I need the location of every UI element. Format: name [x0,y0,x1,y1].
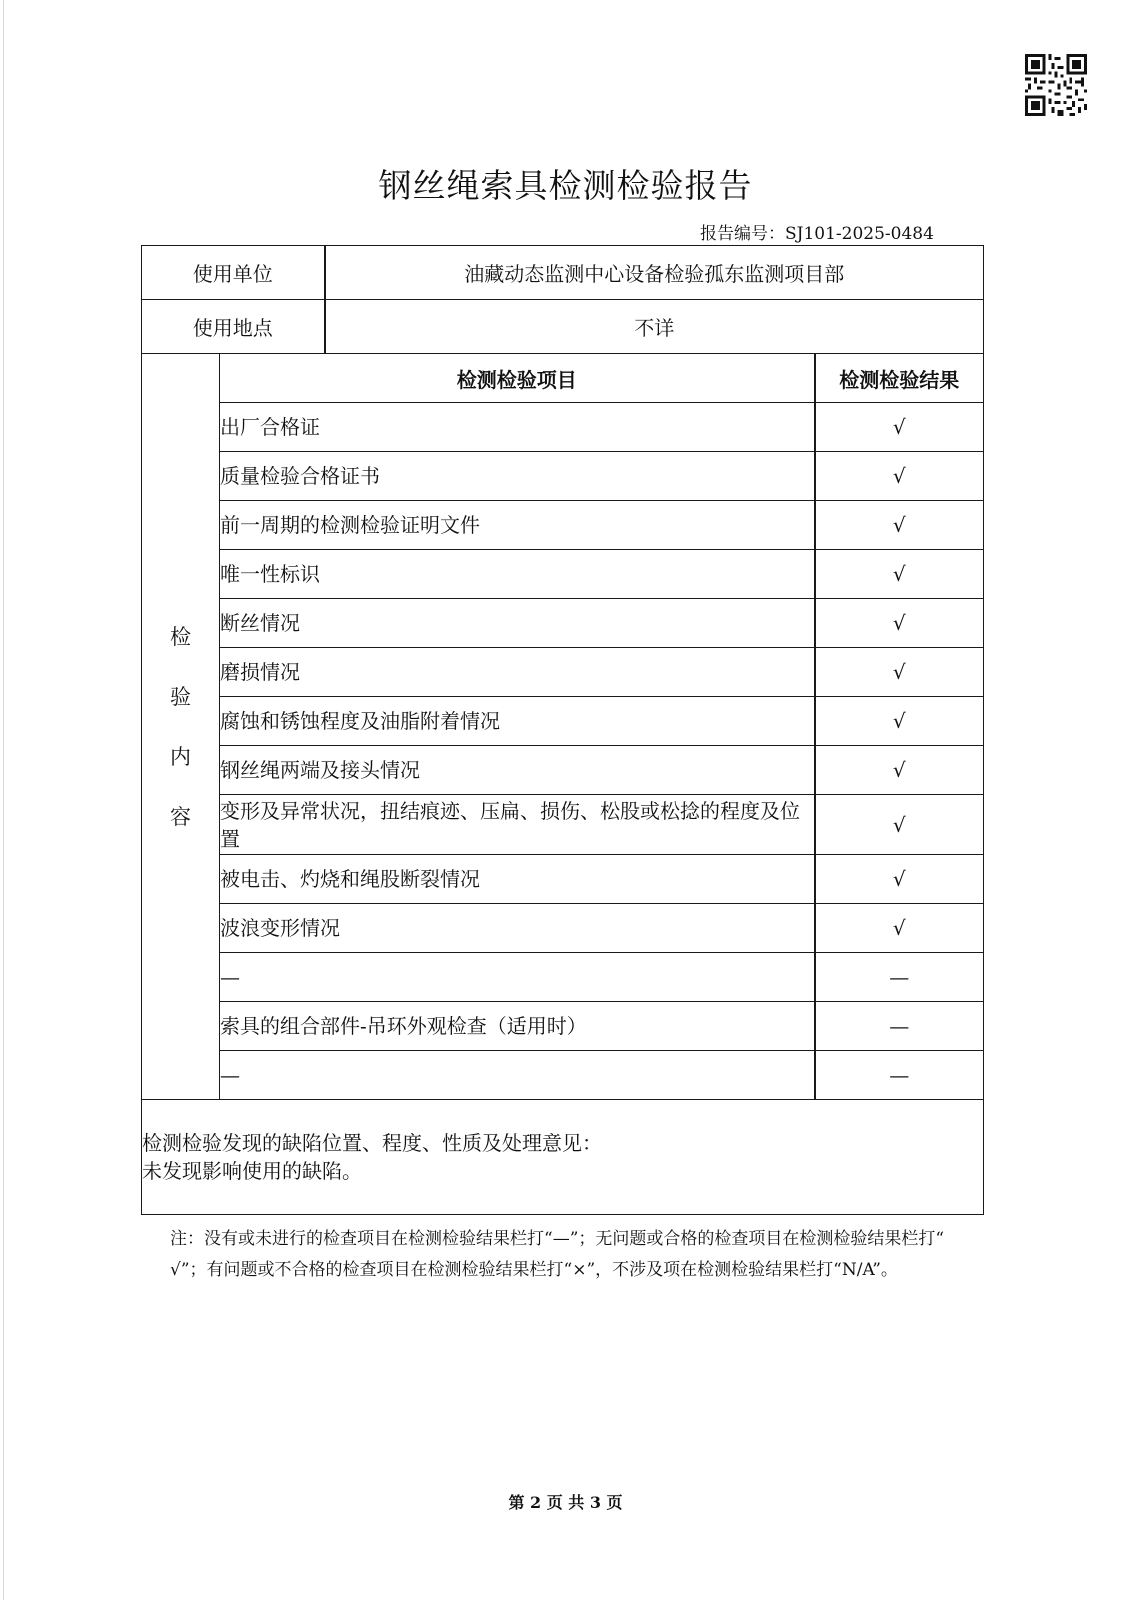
side-label-char: 检 [170,624,191,649]
header-result: 检测检验结果 [815,354,984,403]
item-result: √ [815,599,984,648]
table-row [142,599,984,648]
item-name: 被电击、灼烧和绳股断裂情况 [220,855,815,904]
findings-label: 检测检验发现的缺陷位置、程度、性质及处理意见： [142,1131,602,1155]
findings-value: 未发现影响使用的缺陷。 [142,1159,362,1183]
location-label: 使用地点 [142,300,325,354]
qr-code-icon [1025,54,1087,116]
side-label-char: 验 [170,684,191,709]
item-result: — [815,1051,984,1100]
item-name: — [220,1051,815,1100]
side-label-cell [142,354,220,1100]
item-name: 出厂合格证 [220,403,815,452]
unit-value: 油藏动态监测中心设备检验孤东监测项目部 [325,246,984,300]
item-name: 索具的组合部件-吊环外观检查（适用时） [220,1002,815,1051]
item-name: 断丝情况 [220,599,815,648]
item-result: √ [815,697,984,746]
item-name: 前一周期的检测检验证明文件 [220,501,815,550]
item-result: √ [815,550,984,599]
item-result: √ [815,855,984,904]
item-result: — [815,953,984,1002]
side-label-char: 内 [170,744,191,769]
table-row [142,697,984,746]
table-row [142,550,984,599]
info-row-location [142,300,984,354]
table-row [142,501,984,550]
table-row [142,953,984,1002]
items-header-row [142,354,984,403]
report-number: 报告编号：SJ101-2025-0484 [700,224,934,244]
item-result: √ [815,403,984,452]
item-name: 钢丝绳两端及接头情况 [220,746,815,795]
location-value: 不详 [325,300,984,354]
item-name: 唯一性标识 [220,550,815,599]
item-name: 变形及异常状况，扭结痕迹、压扁、损伤、松股或松捻的程度及位置 [220,795,815,855]
item-name: 腐蚀和锈蚀程度及油脂附着情况 [220,697,815,746]
item-name: — [220,953,815,1002]
side-label-char: 容 [170,804,191,829]
item-result: √ [815,452,984,501]
table-row [142,904,984,953]
item-name: 磨损情况 [220,648,815,697]
note-text: 注：没有或未进行的检查项目在检测检验结果栏打“—”；无问题或合格的检查项目在检测检验结果栏打“ √”；有问题或不合格的检查项目在检测检验结果栏打“×”，不涉及项在检测检验结果栏打“N/A”。 [170,1229,945,1280]
item-name: 质量检验合格证书 [220,452,815,501]
table-row [142,1051,984,1100]
inspection-table [141,245,984,1215]
table-row [142,855,984,904]
table-row [142,746,984,795]
item-result: √ [815,904,984,953]
findings-row [142,1100,984,1215]
header-item: 检测检验项目 [220,354,815,403]
page-footer: 第 2 页 共 3 页 [508,1493,623,1512]
page-edge-line [3,0,4,1600]
item-result: √ [815,795,984,855]
item-result: — [815,1002,984,1051]
table-row [142,403,984,452]
table-row [142,452,984,501]
report-title: 钢丝绳索具检测检验报告 [378,166,753,205]
item-result: √ [815,501,984,550]
table-row [142,648,984,697]
item-result: √ [815,746,984,795]
unit-label: 使用单位 [142,246,325,300]
table-row [142,1002,984,1051]
info-row-unit [142,246,984,300]
item-name: 波浪变形情况 [220,904,815,953]
findings-cell [142,1100,984,1215]
item-result: √ [815,648,984,697]
